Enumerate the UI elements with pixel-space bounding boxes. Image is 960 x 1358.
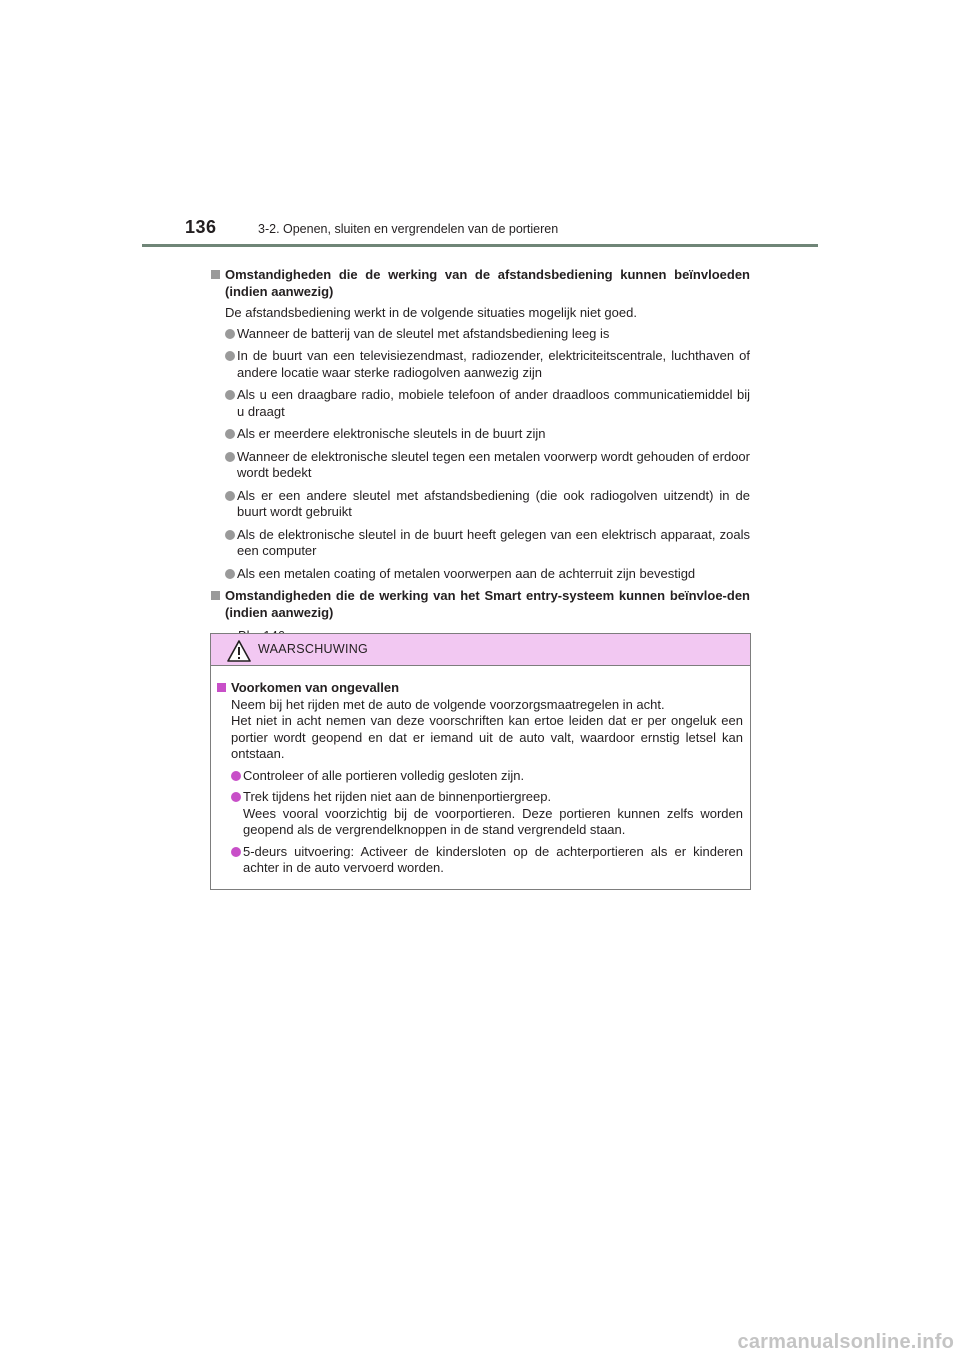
list-item: Als er meerdere elektronische sleutels in de buurt zijn: [237, 426, 546, 441]
list-item: Als er een andere sleutel met afstandsbediening (die ook radiogolven uitzendt) in de buurt wordt gebruikt: [237, 487, 750, 519]
warning-triangle-icon: [227, 640, 251, 662]
section-heading-remote: Omstandigheden die de werking van de afstandsbediening kunnen beïnvloeden (indien aanwezig): [225, 267, 750, 299]
section-intro: De afstandsbediening werkt in de volgende situaties mogelijk niet goed.: [225, 305, 637, 320]
page-number: 136: [185, 217, 217, 237]
header-rule: [142, 244, 818, 247]
warning-list-item: Controleer of alle portieren volledig gesloten zijn.: [243, 767, 525, 783]
watermark: carmanualsonline.info: [712, 1328, 960, 1358]
warning-box: [210, 633, 751, 890]
list-item: In de buurt van een televisiezendmast, radiozender, elektriciteitscentrale, luchthaven of andere locatie waar sterke radiogolven aanwezig zijn: [237, 348, 750, 380]
main-content: [210, 267, 750, 645]
warning-title: WAARSCHUWING: [258, 642, 369, 656]
warning-list-item: 5-deurs uitvoering: Activeer de kindersloten op de achterportieren als er kinderen achter in de auto vervoerd worden.: [243, 843, 743, 875]
warning-heading: Voorkomen van ongevallen: [231, 680, 400, 695]
list-item: Als een metalen coating of metalen voorwerpen aan de achterruit zijn bevestigd: [237, 565, 696, 581]
warning-paragraph: Neem bij het rijden met de auto de volgende voorzorgsmaatregelen in acht. Het niet in acht nemen van deze voorschriften kan ertoe leiden dat er per ongeluk een portier wordt geopend en dat er iemand uit de auto valt, waardoor ernstig letsel kan ontstaan.: [231, 696, 743, 761]
list-item: Als u een draagbare radio, mobiele telefoon of ander draadloos communicatiemiddel bij u draagt: [237, 387, 750, 419]
warning-header: [211, 634, 750, 666]
section-title: 3-2. Openen, sluiten en vergrendelen van de portieren: [258, 222, 559, 236]
section-heading-smart-entry: Omstandigheden die de werking van het Smart entry-systeem kunnen beïnvloe-den (indien aanwezig): [225, 588, 750, 620]
list-item: Als de elektronische sleutel in de buurt heeft gelegen van een elektrisch apparaat, zoals een computer: [237, 526, 750, 558]
list-item: Wanneer de batterij van de sleutel met afstandsbediening leeg is: [237, 325, 610, 341]
warning-list-item: Trek tijdens het rijden niet aan de binnenportiergreep. Wees vooral voorzichtig bij de voorportieren. Deze portieren kunnen zelfs worden geopend als de vergrendelknoppen in de stand vergrendeld staan.: [243, 789, 743, 837]
list-item: Wanneer de elektronische sleutel tegen een metalen voorwerp wordt gehouden of erdoor wordt bedekt: [237, 448, 750, 480]
warning-body: [211, 666, 750, 877]
